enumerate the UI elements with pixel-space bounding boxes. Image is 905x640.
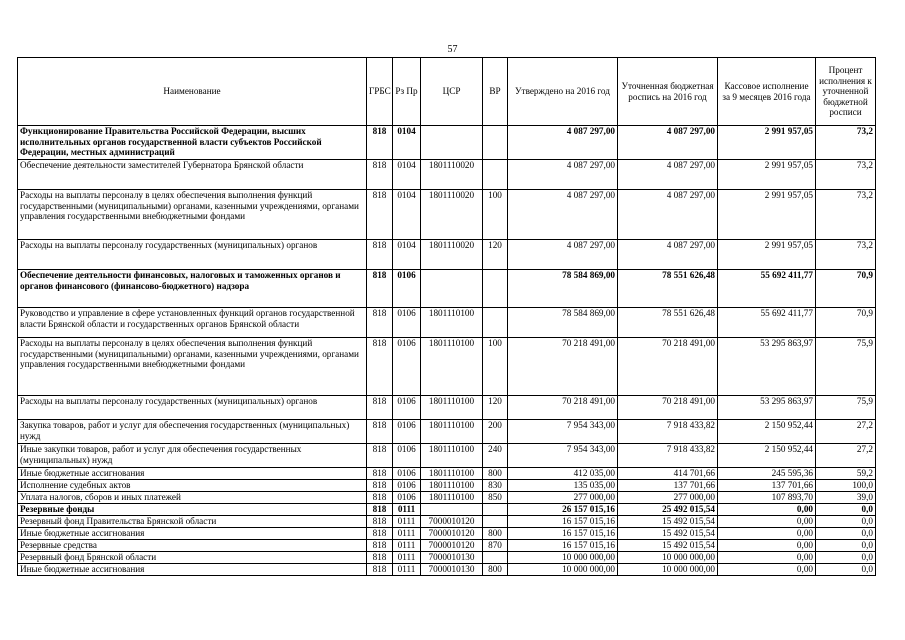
cell-name: Исполнение судебных актов <box>18 480 367 492</box>
cell-refined: 7 918 433,82 <box>618 444 718 468</box>
table-row <box>18 160 876 190</box>
table-header-row <box>18 58 876 126</box>
table-row <box>18 540 876 552</box>
cell-percent: 73,2 <box>816 160 876 190</box>
cell-cash: 55 692 411,77 <box>718 270 816 308</box>
cell-refined: 70 218 491,00 <box>618 338 718 396</box>
cell-percent: 0,0 <box>816 552 876 564</box>
cell-cash: 2 991 957,05 <box>718 160 816 190</box>
cell-grbs: 818 <box>367 480 393 492</box>
table-row <box>18 420 876 444</box>
table-row <box>18 308 876 338</box>
page-number: 57 <box>447 44 458 55</box>
cell-name: Расходы на выплаты персоналу в целях обеспечения выполнения функций государственными (муниципальными) органами, казенными учреждениями, органами управления государственными внебюджетными фондами <box>18 338 367 396</box>
cell-csr <box>421 270 483 308</box>
cell-percent: 75,9 <box>816 396 876 420</box>
cell-percent: 59,2 <box>816 468 876 480</box>
cell-cash: 53 295 863,97 <box>718 338 816 396</box>
cell-percent: 70,9 <box>816 270 876 308</box>
cell-cash: 137 701,66 <box>718 480 816 492</box>
cell-csr: 1801110100 <box>421 308 483 338</box>
table-row <box>18 468 876 480</box>
cell-cash: 0,00 <box>718 516 816 528</box>
cell-cash: 0,00 <box>718 564 816 576</box>
cell-grbs: 818 <box>367 338 393 396</box>
cell-vr <box>483 270 508 308</box>
table-row <box>18 480 876 492</box>
table-row <box>18 126 876 160</box>
cell-csr: 1801110100 <box>421 480 483 492</box>
cell-name: Резервный фонд Правительства Брянской области <box>18 516 367 528</box>
header-refined: Уточненная бюджетная роспись на 2016 год <box>618 58 718 126</box>
table-row <box>18 516 876 528</box>
budget-table <box>17 57 876 576</box>
table-row <box>18 240 876 270</box>
table-row <box>18 338 876 396</box>
cell-refined: 4 087 297,00 <box>618 126 718 160</box>
cell-vr <box>483 552 508 564</box>
cell-refined: 70 218 491,00 <box>618 396 718 420</box>
cell-csr: 1801110100 <box>421 396 483 420</box>
cell-name: Закупка товаров, работ и услуг для обеспечения государственных (муниципальных) нужд <box>18 420 367 444</box>
cell-grbs: 818 <box>367 444 393 468</box>
cell-grbs: 818 <box>367 270 393 308</box>
cell-approved: 78 584 869,00 <box>508 308 618 338</box>
cell-csr: 7000010120 <box>421 540 483 552</box>
cell-csr: 1801110100 <box>421 444 483 468</box>
cell-csr <box>421 504 483 516</box>
header-grbs: ГРБС <box>367 58 393 126</box>
cell-rzpr: 0106 <box>393 492 421 504</box>
cell-vr: 240 <box>483 444 508 468</box>
cell-percent: 73,2 <box>816 190 876 240</box>
header-cash: Кассовое исполнение за 9 месяцев 2016 года <box>718 58 816 126</box>
cell-refined: 4 087 297,00 <box>618 240 718 270</box>
cell-vr: 870 <box>483 540 508 552</box>
cell-grbs: 818 <box>367 468 393 480</box>
cell-vr: 200 <box>483 420 508 444</box>
cell-cash: 2 991 957,05 <box>718 190 816 240</box>
cell-refined: 4 087 297,00 <box>618 160 718 190</box>
cell-vr: 800 <box>483 528 508 540</box>
cell-refined: 277 000,00 <box>618 492 718 504</box>
table-row <box>18 444 876 468</box>
cell-approved: 10 000 000,00 <box>508 564 618 576</box>
cell-approved: 7 954 343,00 <box>508 420 618 444</box>
cell-csr: 1801110100 <box>421 492 483 504</box>
cell-name: Расходы на выплаты персоналу государственных (муниципальных) органов <box>18 396 367 420</box>
cell-vr: 120 <box>483 240 508 270</box>
cell-percent: 73,2 <box>816 126 876 160</box>
cell-grbs: 818 <box>367 396 393 420</box>
cell-name: Иные закупки товаров, работ и услуг для обеспечения государственных (муниципальных) нужд <box>18 444 367 468</box>
cell-rzpr: 0111 <box>393 504 421 516</box>
cell-name: Обеспечение деятельности заместителей Губернатора Брянской области <box>18 160 367 190</box>
cell-name: Функционирование Правительства Российской Федерации, высших исполнительных органов государственной власти субъектов Российской Федерации, местных администраций <box>18 126 367 160</box>
cell-grbs: 818 <box>367 564 393 576</box>
cell-vr: 800 <box>483 564 508 576</box>
cell-vr: 800 <box>483 468 508 480</box>
cell-name: Резервные фонды <box>18 504 367 516</box>
table-row <box>18 552 876 564</box>
cell-approved: 412 035,00 <box>508 468 618 480</box>
cell-csr: 1801110020 <box>421 190 483 240</box>
cell-percent: 75,9 <box>816 338 876 396</box>
cell-vr <box>483 516 508 528</box>
cell-refined: 25 492 015,54 <box>618 504 718 516</box>
cell-rzpr: 0111 <box>393 540 421 552</box>
header-approved: Утверждено на 2016 год <box>508 58 618 126</box>
cell-csr: 1801110020 <box>421 240 483 270</box>
cell-rzpr: 0111 <box>393 516 421 528</box>
cell-cash: 55 692 411,77 <box>718 308 816 338</box>
cell-grbs: 818 <box>367 190 393 240</box>
cell-approved: 70 218 491,00 <box>508 338 618 396</box>
cell-vr: 850 <box>483 492 508 504</box>
cell-grbs: 818 <box>367 516 393 528</box>
cell-vr: 120 <box>483 396 508 420</box>
cell-rzpr: 0106 <box>393 396 421 420</box>
cell-approved: 277 000,00 <box>508 492 618 504</box>
cell-grbs: 818 <box>367 420 393 444</box>
cell-vr: 100 <box>483 338 508 396</box>
cell-cash: 0,00 <box>718 528 816 540</box>
table-row <box>18 270 876 308</box>
cell-rzpr: 0106 <box>393 444 421 468</box>
table-row <box>18 504 876 516</box>
cell-rzpr: 0104 <box>393 240 421 270</box>
cell-cash: 0,00 <box>718 504 816 516</box>
cell-refined: 15 492 015,54 <box>618 516 718 528</box>
header-csr: ЦСР <box>421 58 483 126</box>
cell-approved: 16 157 015,16 <box>508 516 618 528</box>
cell-rzpr: 0111 <box>393 552 421 564</box>
cell-refined: 10 000 000,00 <box>618 552 718 564</box>
cell-name: Расходы на выплаты персоналу в целях обеспечения выполнения функций государственными (муниципальными) органами, казенными учреждениями, органами управления государственными внебюджетными фондами <box>18 190 367 240</box>
cell-refined: 15 492 015,54 <box>618 528 718 540</box>
cell-percent: 70,9 <box>816 308 876 338</box>
table-row <box>18 190 876 240</box>
cell-refined: 414 701,66 <box>618 468 718 480</box>
cell-approved: 4 087 297,00 <box>508 126 618 160</box>
cell-grbs: 818 <box>367 240 393 270</box>
cell-vr: 830 <box>483 480 508 492</box>
cell-refined: 4 087 297,00 <box>618 190 718 240</box>
cell-approved: 4 087 297,00 <box>508 160 618 190</box>
cell-grbs: 818 <box>367 552 393 564</box>
cell-refined: 10 000 000,00 <box>618 564 718 576</box>
cell-grbs: 818 <box>367 126 393 160</box>
cell-csr: 7000010130 <box>421 564 483 576</box>
cell-percent: 73,2 <box>816 240 876 270</box>
cell-percent: 0,0 <box>816 516 876 528</box>
cell-rzpr: 0111 <box>393 528 421 540</box>
cell-approved: 4 087 297,00 <box>508 190 618 240</box>
cell-approved: 16 157 015,16 <box>508 528 618 540</box>
cell-percent: 0,0 <box>816 564 876 576</box>
cell-csr: 1801110020 <box>421 160 483 190</box>
cell-cash: 2 991 957,05 <box>718 126 816 160</box>
cell-rzpr: 0106 <box>393 308 421 338</box>
cell-refined: 7 918 433,82 <box>618 420 718 444</box>
cell-approved: 135 035,00 <box>508 480 618 492</box>
cell-rzpr: 0106 <box>393 338 421 396</box>
cell-name: Уплата налогов, сборов и иных платежей <box>18 492 367 504</box>
cell-cash: 53 295 863,97 <box>718 396 816 420</box>
cell-csr: 7000010120 <box>421 516 483 528</box>
cell-name: Расходы на выплаты персоналу государственных (муниципальных) органов <box>18 240 367 270</box>
cell-grbs: 818 <box>367 308 393 338</box>
cell-csr: 1801110100 <box>421 420 483 444</box>
cell-name: Иные бюджетные ассигнования <box>18 564 367 576</box>
table-row <box>18 396 876 420</box>
cell-name: Иные бюджетные ассигнования <box>18 528 367 540</box>
cell-csr: 7000010130 <box>421 552 483 564</box>
cell-vr: 100 <box>483 190 508 240</box>
cell-rzpr: 0106 <box>393 468 421 480</box>
cell-percent: 27,2 <box>816 420 876 444</box>
cell-rzpr: 0106 <box>393 420 421 444</box>
cell-cash: 2 150 952,44 <box>718 444 816 468</box>
cell-approved: 10 000 000,00 <box>508 552 618 564</box>
cell-approved: 4 087 297,00 <box>508 240 618 270</box>
header-percent: Процент исполнения к уточненной бюджетной росписи <box>816 58 876 126</box>
cell-cash: 2 150 952,44 <box>718 420 816 444</box>
cell-refined: 78 551 626,48 <box>618 308 718 338</box>
header-rzpr: Рз Пр <box>393 58 421 126</box>
cell-vr <box>483 126 508 160</box>
table-body <box>18 126 876 576</box>
cell-percent: 39,0 <box>816 492 876 504</box>
cell-cash: 107 893,70 <box>718 492 816 504</box>
cell-name: Резервный фонд Брянской области <box>18 552 367 564</box>
cell-grbs: 818 <box>367 492 393 504</box>
cell-vr <box>483 160 508 190</box>
cell-approved: 7 954 343,00 <box>508 444 618 468</box>
cell-cash: 245 595,36 <box>718 468 816 480</box>
header-name: Наименование <box>18 58 367 126</box>
cell-percent: 0,0 <box>816 504 876 516</box>
cell-csr: 1801110100 <box>421 338 483 396</box>
cell-rzpr: 0106 <box>393 270 421 308</box>
cell-percent: 27,2 <box>816 444 876 468</box>
table-row <box>18 528 876 540</box>
cell-refined: 137 701,66 <box>618 480 718 492</box>
cell-percent: 0,0 <box>816 528 876 540</box>
header-vr: ВР <box>483 58 508 126</box>
cell-grbs: 818 <box>367 540 393 552</box>
cell-grbs: 818 <box>367 528 393 540</box>
cell-grbs: 818 <box>367 160 393 190</box>
cell-name: Резервные средства <box>18 540 367 552</box>
cell-csr: 7000010120 <box>421 528 483 540</box>
cell-percent: 0,0 <box>816 540 876 552</box>
cell-cash: 0,00 <box>718 540 816 552</box>
cell-csr <box>421 126 483 160</box>
cell-csr: 1801110100 <box>421 468 483 480</box>
table-row <box>18 564 876 576</box>
cell-vr <box>483 504 508 516</box>
cell-rzpr: 0104 <box>393 126 421 160</box>
cell-refined: 15 492 015,54 <box>618 540 718 552</box>
cell-rzpr: 0111 <box>393 564 421 576</box>
cell-name: Обеспечение деятельности финансовых, налоговых и таможенных органов и органов финансового (финансово-бюджетного) надзора <box>18 270 367 308</box>
cell-cash: 2 991 957,05 <box>718 240 816 270</box>
cell-rzpr: 0106 <box>393 480 421 492</box>
cell-approved: 70 218 491,00 <box>508 396 618 420</box>
cell-name: Руководство и управление в сфере установленных функций органов государственной власти Брянской области и государственных органов Брянской области <box>18 308 367 338</box>
cell-approved: 16 157 015,16 <box>508 540 618 552</box>
cell-refined: 78 551 626,48 <box>618 270 718 308</box>
cell-vr <box>483 308 508 338</box>
cell-name: Иные бюджетные ассигнования <box>18 468 367 480</box>
table-row <box>18 492 876 504</box>
cell-approved: 26 157 015,16 <box>508 504 618 516</box>
cell-rzpr: 0104 <box>393 160 421 190</box>
cell-rzpr: 0104 <box>393 190 421 240</box>
cell-grbs: 818 <box>367 504 393 516</box>
cell-cash: 0,00 <box>718 552 816 564</box>
cell-approved: 78 584 869,00 <box>508 270 618 308</box>
cell-percent: 100,0 <box>816 480 876 492</box>
